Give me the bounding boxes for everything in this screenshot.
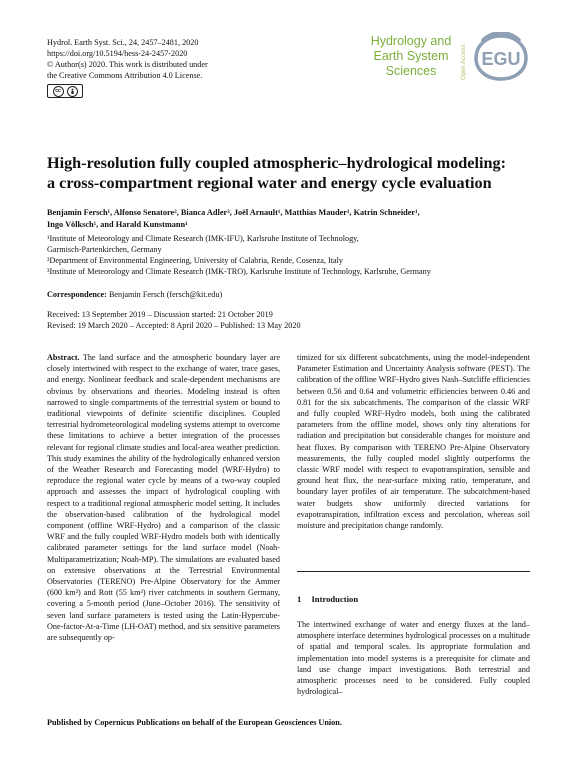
journal-line-1: Hydrology and xyxy=(370,34,452,48)
article-meta xyxy=(47,37,208,81)
cc-icon: cc xyxy=(53,86,64,97)
section-number: 1 xyxy=(297,594,302,604)
affiliation-2: ²Department of Environmental Engineering, University of Calabria, Rende, Cosenza, Italy xyxy=(47,256,343,265)
affiliations xyxy=(47,233,537,277)
affiliation-1-cont: Garmisch-Partenkirchen, Germany xyxy=(47,245,162,254)
authors-line-2: Ingo Völksch¹, and Harald Kunstmann¹ xyxy=(47,219,188,229)
paper-title xyxy=(47,153,527,193)
title-line-1: High-resolution fully coupled atmospheric–hydrological modeling: xyxy=(47,154,506,172)
dates-line-1: Received: 13 September 2019 – Discussion started: 21 October 2019 xyxy=(47,310,273,319)
affiliation-1: ¹Institute of Meteorology and Climate Research (IMK-IFU), Karlsruhe Institute of Technology, xyxy=(47,234,359,243)
section-title: Introduction xyxy=(311,594,359,604)
author-list xyxy=(47,207,537,230)
egu-logo-icon xyxy=(470,32,532,82)
journal-line-3: Sciences xyxy=(385,64,437,78)
cc-by-badge-icon[interactable] xyxy=(47,84,83,98)
history-dates xyxy=(47,309,301,331)
section-divider xyxy=(297,571,530,572)
abstract-column-1 xyxy=(47,352,280,643)
journal-name xyxy=(360,34,462,79)
abstract-text-2: timized for six different subcatchments, using the model-independent Parameter Estimation and Uncertainty Analysis software (PEST). The calibration of the offline WRF-Hydro gives Nash–Sutcliffe efficiencies between 0.56 and 0.64 and volumetric efficiencies between 0.46 and 0.81 for the six subcatchments. The comparison of the classic WRF and fully coupled WRF-Hydro models, both using the calibrated parameters from the offline model, shows only tiny alterations for radiation and precipitation but considerable changes for moisture and heat fluxes. By comparison with TERENO Pre-Alpine Observatory measurements, the fully coupled model slightly outperforms the classic WRF model with respect to evapotranspiration, sensible and ground heat flux, the near-surface mixing ratio, temperature, and boundary layer profiles of air temperature. The subcatchment-based water budgets show uniformly directed variations for evapotranspiration, infiltration excess and percolation, whereas soil moisture and precipitation change randomly. xyxy=(297,353,530,531)
open-access-label: Open Access xyxy=(461,44,467,80)
egu-logo-text: EGU xyxy=(481,49,521,69)
correspondence-label: Correspondence: xyxy=(47,290,107,299)
abstract-text-1: The land surface and the atmospheric boundary layer are closely intertwined with respect to the exchange of water, trace gases, and energy. Nonlinear feedback and scale-dependent mechanisms are obvious by observations and theories. Modeling instead is often narrowed to single compartments of the terrestrial system or bound to traditional viewpoints of definite scientific disciplines. Coupled terrestrial hydrometeorological modeling systems attempt to overcome these limitations to achieve a better integration of the processes relevant for regional climate studies and local-area weather prediction. This study examines the ability of the hydrologically enhanced version of the Weather Research and Forecasting model (WRF-Hydro) to reproduce the regional water cycle by means of a two-way coupled approach and assesses the impact of hydrological coupling with respect to a traditional regional atmospheric model setting. It includes the observation-based calibration of the hydrological model component (offline WRF-Hydro) and a comparison of the classic WRF and the fully coupled WRF-Hydro models both with identically calibrated parameter settings for the land surface model (Noah-Multiparametrization; Noah-MP). The simulations are evaluated based on extensive observations at the Terrestrial Environmental Observatories (TERENO) Pre-Alpine Observatory for the Ammer (600 km²) and Rott (55 km²) river catchments in southern Germany, covering a 5-month period (June–October 2016). The sensitivity of seven land surface parameters is tested using the Latin-Hypercube-One-factor-At-a-Time (LH-OAT) method, and six sensitive parameters are subsequently op- xyxy=(47,353,280,643)
title-line-2: a cross-compartment regional water and energy cycle evaluation xyxy=(47,174,492,192)
doi-link[interactable]: https://doi.org/10.5194/hess-24-2457-2020 xyxy=(47,49,188,58)
citation: Hydrol. Earth Syst. Sci., 24, 2457–2481, 2020 xyxy=(47,38,199,47)
affiliation-3: ³Institute of Meteorology and Climate Research (IMK-TRO), Karlsruhe Institute of Technology, Karlsruhe, Germany xyxy=(47,267,431,276)
section-heading xyxy=(297,594,358,604)
by-icon xyxy=(67,86,78,97)
journal-line-2: Earth System xyxy=(373,49,449,63)
correspondence xyxy=(47,289,222,300)
license: the Creative Commons Attribution 4.0 License. xyxy=(47,71,203,80)
dates-line-2: Revised: 19 March 2020 – Accepted: 8 April 2020 – Published: 13 May 2020 xyxy=(47,321,301,330)
authors-line-1: Benjamin Fersch¹, Alfonso Senatore², Bianca Adler³, Joël Arnault¹, Matthias Mauder¹, Katrin Schneider¹, xyxy=(47,208,420,217)
correspondence-value[interactable]: Benjamin Fersch (fersch@kit.edu) xyxy=(108,290,223,299)
intro-paragraph: The intertwined exchange of water and energy fluxes at the land–atmosphere interface determines hydrological processes on a multitude of spatial and temporal scales. Its appropriate formulation and implementation into model systems is a prerequisite for climate and land use change impact investigations. Both terrestrial and atmospheric processes need to be considered. Fully coupled hydrological– xyxy=(297,620,530,697)
abstract-column-2 xyxy=(297,352,530,531)
abstract-label: Abstract. xyxy=(47,353,80,362)
copyright: © Author(s) 2020. This work is distributed under xyxy=(47,60,208,69)
publisher-footer: Published by Copernicus Publications on behalf of the European Geosciences Union. xyxy=(47,718,342,727)
